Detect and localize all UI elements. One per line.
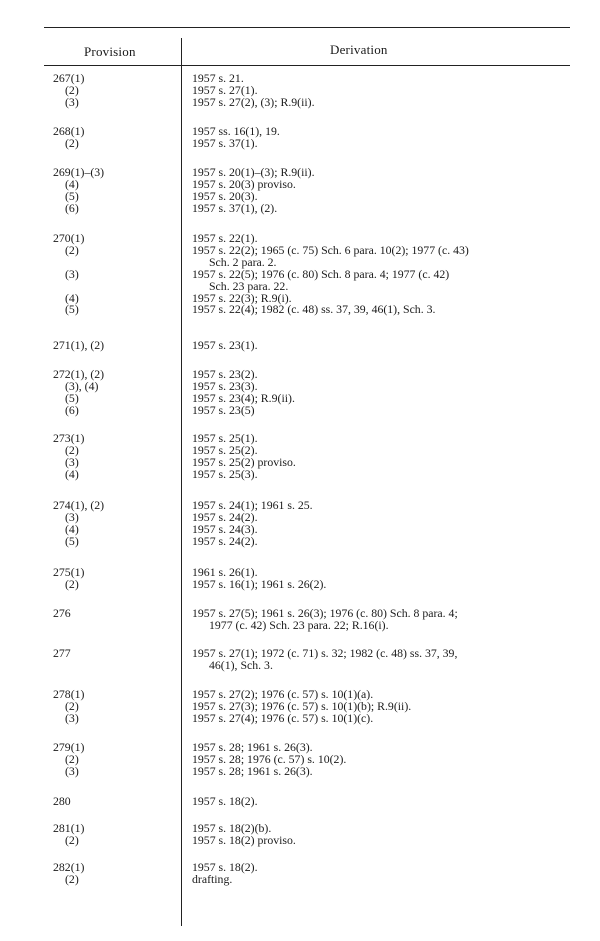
provision-line: (2)	[65, 871, 79, 886]
derivation-line: 1957 s. 22(2); 1965 (c. 75) Sch. 6 para. 10(2); 1977 (c. 43)	[192, 242, 469, 257]
provision-line: (3)	[65, 454, 79, 469]
provision-line: 280	[53, 794, 71, 808]
provision-line: 273(1)	[53, 431, 85, 445]
provision-line: (4)	[65, 466, 79, 481]
provision-line: (5)	[65, 188, 79, 203]
derivation-cell	[192, 233, 562, 316]
top-rule	[44, 27, 570, 28]
provision-line: (3)	[65, 94, 79, 109]
provision-line: 270(1)	[53, 231, 85, 245]
derivation-line: 1957 s. 18(2).	[192, 860, 258, 874]
derivation-cell	[192, 862, 562, 886]
derivation-cell	[192, 73, 562, 109]
derivation-line: 1957 s. 20(3).	[192, 188, 258, 203]
derivation-line: 1957 s. 27(3); 1976 (c. 57) s. 10(1)(b); R.9(ii).	[192, 698, 412, 713]
provision-line: (4)	[65, 176, 79, 191]
header-rule	[44, 65, 570, 66]
provision-cell	[53, 689, 179, 725]
provision-cell	[53, 648, 179, 660]
derivation-line: 1957 s. 23(5)	[192, 402, 255, 417]
provision-column-header: Provision	[84, 44, 136, 59]
provision-line: (2)	[65, 442, 79, 457]
derivation-line: 1957 s. 27(1).	[192, 82, 258, 97]
derivation-line: 1957 s. 27(1); 1972 (c. 71) s. 32; 1982 (c. 48) ss. 37, 39,	[192, 646, 458, 660]
derivation-line: 1957 s. 23(3).	[192, 378, 258, 393]
provision-line: (2)	[65, 698, 79, 713]
provision-line: (3)	[65, 710, 79, 725]
derivation-line: 1957 s. 37(1), (2).	[192, 200, 278, 215]
provision-cell	[53, 500, 179, 548]
provision-line: 279(1)	[53, 740, 85, 754]
derivation-cell	[192, 369, 562, 417]
derivation-column-header: Derivation	[330, 42, 388, 57]
derivation-line: 1957 s. 27(5); 1961 s. 26(3); 1976 (c. 80) Sch. 8 para. 4;	[192, 606, 458, 620]
derivation-line: 1957 s. 25(1).	[192, 431, 258, 445]
derivation-line: Sch. 23 para. 22.	[209, 278, 289, 293]
derivation-cell	[192, 823, 562, 847]
derivation-line: 1957 s. 18(2).	[192, 794, 258, 808]
provision-line: (5)	[65, 533, 79, 548]
derivation-cell	[192, 796, 562, 808]
provision-line: 277	[53, 646, 71, 660]
derivation-line: 1957 s. 18(2) proviso.	[192, 832, 296, 847]
provision-cell	[53, 823, 179, 847]
provision-line: (6)	[65, 200, 79, 215]
provision-cell	[53, 567, 179, 591]
provision-line: (3), (4)	[65, 378, 99, 393]
provision-line: (2)	[65, 135, 79, 150]
derivation-line: 1957 s. 20(1)–(3); R.9(ii).	[192, 165, 315, 179]
derivation-line: 1957 s. 24(1); 1961 s. 25.	[192, 498, 313, 512]
derivation-line: 1957 s. 23(2).	[192, 367, 258, 381]
provision-line: (5)	[65, 390, 79, 405]
derivation-cell	[192, 167, 562, 215]
provision-cell	[53, 433, 179, 481]
provision-line: (2)	[65, 751, 79, 766]
derivation-line: 1957 s. 24(3).	[192, 521, 258, 536]
provision-cell	[53, 862, 179, 886]
derivation-line: 1957 s. 25(3).	[192, 466, 258, 481]
derivation-line: 1957 s. 21.	[192, 71, 244, 85]
provision-cell	[53, 608, 179, 620]
provision-cell	[53, 126, 179, 150]
provision-line: (2)	[65, 82, 79, 97]
provision-line: 274(1), (2)	[53, 498, 105, 512]
column-divider	[181, 38, 182, 926]
derivation-line: 1957 s. 23(1).	[192, 338, 258, 352]
provision-line: 272(1), (2)	[53, 367, 105, 381]
provision-line: (6)	[65, 402, 79, 417]
provision-cell	[53, 742, 179, 778]
derivation-line: 1957 s. 18(2)(b).	[192, 821, 272, 835]
provision-line: (3)	[65, 509, 79, 524]
derivation-line: 1957 s. 16(1); 1961 s. 26(2).	[192, 576, 327, 591]
provision-line: 269(1)–(3)	[53, 165, 105, 179]
derivation-line: 1957 s. 28; 1961 s. 26(3).	[192, 740, 313, 754]
derivation-cell	[192, 689, 562, 725]
provision-line: (3)	[65, 763, 79, 778]
derivation-line: drafting.	[192, 871, 233, 886]
provision-cell	[53, 167, 179, 215]
derivation-line: 1957 s. 20(3) proviso.	[192, 176, 296, 191]
provision-line: 271(1), (2)	[53, 338, 105, 352]
provision-line: 275(1)	[53, 565, 85, 579]
provision-cell	[53, 369, 179, 417]
derivation-cell	[192, 742, 562, 778]
derivation-cell	[192, 433, 562, 481]
provision-line: 281(1)	[53, 821, 85, 835]
provision-cell	[53, 73, 179, 109]
derivation-line: 1957 s. 28; 1976 (c. 57) s. 10(2).	[192, 751, 347, 766]
derivation-cell	[192, 567, 562, 591]
derivation-line: 1957 s. 24(2).	[192, 509, 258, 524]
provision-cell	[53, 340, 179, 352]
derivation-line: 1977 (c. 42) Sch. 23 para. 22; R.16(i).	[209, 617, 389, 632]
derivation-line: 1957 ss. 16(1), 19.	[192, 124, 280, 138]
derivation-cell	[192, 648, 562, 672]
derivation-line: 1957 s. 24(2).	[192, 533, 258, 548]
derivation-cell	[192, 340, 562, 352]
derivation-line: 1961 s. 26(1).	[192, 565, 258, 579]
provision-line: 278(1)	[53, 687, 85, 701]
derivation-cell	[192, 608, 562, 632]
provision-cell	[53, 796, 179, 808]
derivation-line: 1957 s. 22(3); R.9(i).	[192, 290, 292, 305]
provision-line: (2)	[65, 832, 79, 847]
provision-line: (2)	[65, 242, 79, 257]
derivation-line: 1957 s. 25(2) proviso.	[192, 454, 296, 469]
derivation-line: Sch. 2 para. 2.	[209, 254, 277, 269]
provision-line: (4)	[65, 290, 79, 305]
derivation-line: 1957 s. 27(2); 1976 (c. 57) s. 10(1)(a).	[192, 687, 374, 701]
provision-line: (3)	[65, 266, 79, 281]
provision-line: 268(1)	[53, 124, 85, 138]
derivation-cell	[192, 126, 562, 150]
derivation-line: 1957 s. 28; 1961 s. 26(3).	[192, 763, 313, 778]
provision-line: (4)	[65, 521, 79, 536]
derivation-line: 1957 s. 22(5); 1976 (c. 80) Sch. 8 para. 4; 1977 (c. 42)	[192, 266, 450, 281]
provision-line: (2)	[65, 576, 79, 591]
provision-line: 267(1)	[53, 71, 85, 85]
derivation-line: 1957 s. 27(2), (3); R.9(ii).	[192, 94, 315, 109]
derivation-line: 1957 s. 25(2).	[192, 442, 258, 457]
derivation-cell	[192, 500, 562, 548]
derivation-line: 1957 s. 23(4); R.9(ii).	[192, 390, 295, 405]
derivation-line: 1957 s. 22(1).	[192, 231, 258, 245]
provision-cell	[53, 233, 179, 316]
derivation-line: 1957 s. 37(1).	[192, 135, 258, 150]
derivation-line: 46(1), Sch. 3.	[209, 657, 273, 672]
provision-line: 276	[53, 606, 71, 620]
derivation-line: 1957 s. 27(4); 1976 (c. 57) s. 10(1)(c).	[192, 710, 374, 725]
derivation-line: 1957 s. 22(4); 1982 (c. 48) ss. 37, 39, 46(1), Sch. 3.	[192, 302, 436, 317]
provision-line: (5)	[65, 302, 79, 317]
provision-line: 282(1)	[53, 860, 85, 874]
